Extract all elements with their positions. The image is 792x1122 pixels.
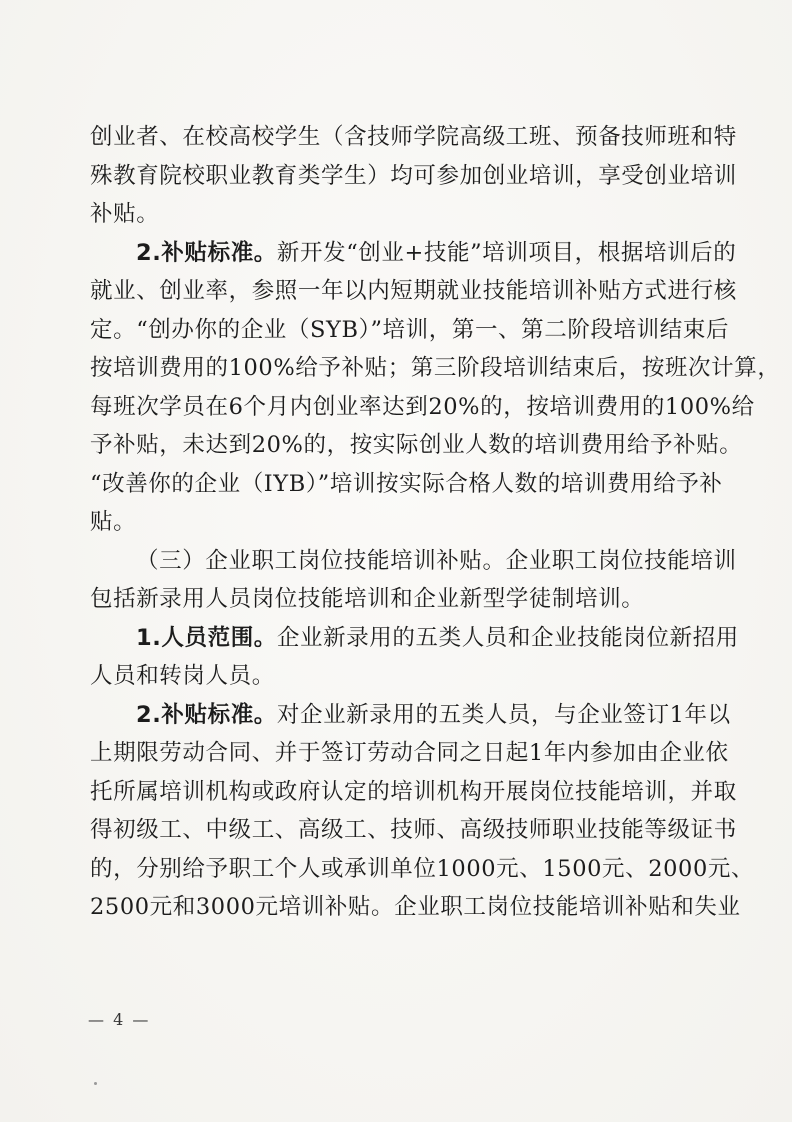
text-run: 对企业新录用的五类人员，与企业签订1年以 <box>276 701 731 728</box>
text-line: 按培训费用的100%给予补贴；第三阶段培训结束后，按班次计算， <box>90 355 781 381</box>
text-line: “改善你的企业（IYB）”培训按实际合格人数的培训费用给予补 <box>90 470 723 497</box>
paragraph-subsidy-standard-2 <box>90 696 731 735</box>
text-run: 新开发“创业+技能”培训项目，根据培训后的 <box>276 239 737 266</box>
text-run: 企业新录用的五类人员和企业技能岗位新招用 <box>276 624 739 651</box>
text-line: 的，分别给予职工个人或承训单位1000元、1500元、2000元、 <box>90 855 755 882</box>
text-line: 予补贴，未达到20%的，按实际创业人数的培训费用给予补贴。 <box>90 432 743 458</box>
text-line: 就业、创业率，参照一年以内短期就业技能培训补贴方式进行核 <box>90 278 737 304</box>
paragraph-personnel-scope <box>90 619 739 658</box>
text-line: 人员和转岗人员。 <box>90 663 275 689</box>
section-heading: 2.补贴标准。 <box>136 239 277 266</box>
text-line: 托所属培训机构或政府认定的培训机构开展岗位技能培训，并取 <box>90 778 737 805</box>
text-line: 贴。 <box>90 509 137 535</box>
section-heading: 2.补贴标准。 <box>136 701 277 728</box>
page-number: — 4 — <box>88 1010 151 1029</box>
text-line: 定。“创办你的企业（SYB）”培训，第一、第二阶段培训结束后 <box>90 316 730 343</box>
document-body <box>90 118 781 927</box>
text-line: 包括新录用人员岗位技能培训和企业新型学徒制培训。 <box>90 586 645 612</box>
scan-speck <box>94 1082 97 1085</box>
text-line: 每班次学员在6个月内创业率达到20%的，按培训费用的100%给 <box>90 393 755 420</box>
text-line: 创业者、在校高校学生（含技师学院高级工班、预备技师班和特 <box>90 124 737 150</box>
text-line: 得初级工、中级工、高级工、技师、高级技师职业技能等级证书 <box>90 817 737 843</box>
text-line: 2500元和3000元培训补贴。企业职工岗位技能培训补贴和失业 <box>90 894 741 920</box>
paragraph-subsidy-standard-1 <box>90 234 737 273</box>
text-line: 补贴。 <box>90 201 160 227</box>
text-line: 上期限劳动合同、并于签订劳动合同之日起1年内参加由企业依 <box>90 740 729 766</box>
section-heading: 1.人员范围。 <box>136 624 277 651</box>
text-line: 殊教育院校职业教育类学生）均可参加创业培训，享受创业培训 <box>90 162 737 189</box>
text-line: （三）企业职工岗位技能培训补贴。企业职工岗位技能培训 <box>136 547 737 574</box>
